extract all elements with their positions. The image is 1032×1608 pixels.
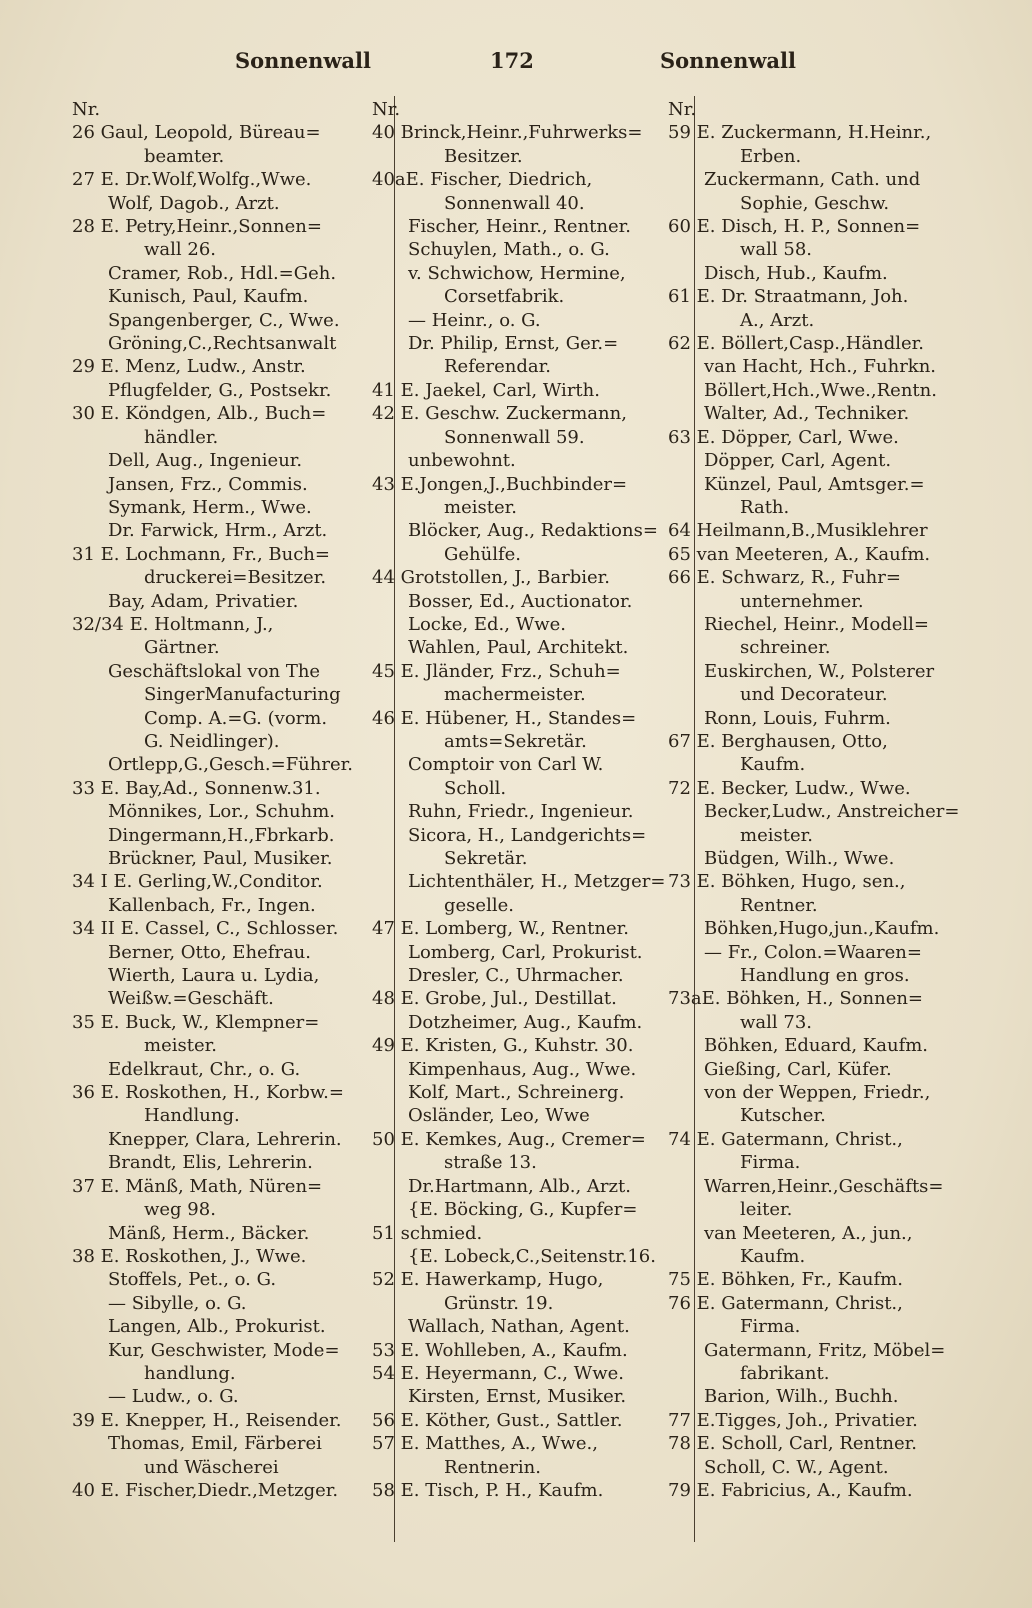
directory-entry-line: 30 E. Köndgen, Alb., Buch= (72, 403, 327, 425)
directory-entry-line: Sekretär. (444, 848, 528, 869)
directory-entry-line: Nr. (668, 99, 697, 120)
directory-entry-line: Büdgen, Wilh., Wwe. (704, 848, 895, 869)
directory-entry-line: 27 E. Dr.Wolf,Wolfg.,Wwe. (72, 169, 312, 191)
directory-entry-line: 61 E. Dr. Straatmann, Joh. (668, 286, 909, 308)
directory-entry-line: beamter. (144, 145, 225, 167)
directory-entry-line: 29 E. Menz, Ludw., Anstr. (72, 356, 306, 378)
header-street-right: Sonnenwall (660, 48, 796, 73)
page-number: 172 (490, 48, 534, 73)
directory-entry-line: 44 Grotstollen, J., Barbier. (372, 567, 611, 589)
directory-entry-line: 42 E. Geschw. Zuckermann, (372, 403, 627, 425)
column-1 (72, 98, 380, 1548)
directory-entry-line: Ruhn, Friedr., Ingenieur. (408, 801, 634, 823)
directory-entry-line: Sonnenwall 59. (444, 426, 585, 448)
directory-entry-line: schreiner. (740, 637, 831, 659)
directory-entry-line: 45 E. Jländer, Frz., Schuh= (372, 660, 621, 682)
directory-entry-line: Edelkraut, Chr., o. G. (108, 1058, 301, 1080)
directory-entry-line: Dingermann,H.,Fbrkarb. (108, 824, 335, 846)
directory-entry-line: Kaufm. (740, 754, 806, 776)
directory-entry-line: 63 E. Döpper, Carl, Wwe. (668, 426, 899, 448)
directory-entry-line: 47 E. Lomberg, W., Rentner. (372, 918, 629, 940)
directory-entry-line: 54 E. Heyermann, C., Wwe. (372, 1362, 624, 1384)
directory-entry-line: meister. (444, 496, 517, 518)
directory-entry-line: Döpper, Carl, Agent. (704, 450, 892, 472)
directory-entry-line: 73 E. Böhken, Hugo, sen., (668, 871, 906, 893)
directory-entry-line: Scholl, C. W., Agent. (704, 1456, 889, 1478)
directory-entry-line: händler. (144, 426, 219, 448)
directory-entry-line: van Hacht, Hch., Fuhrkn. (704, 356, 937, 378)
directory-entry-line: 31 E. Lochmann, Fr., Buch= (72, 543, 330, 565)
directory-entry-line: 74 E. Gatermann, Christ., (668, 1128, 903, 1150)
directory-entry-line: 60 E. Disch, H. P., Sonnen= (668, 216, 921, 238)
directory-entry-line: Kaufm. (740, 1245, 806, 1267)
directory-entry-line: Wolf, Dagob., Arzt. (108, 192, 280, 214)
directory-entry-line: Kirsten, Ernst, Musiker. (408, 1386, 627, 1408)
directory-entry-line: Dotzheimer, Aug., Kaufm. (408, 1011, 643, 1033)
directory-entry-line: 77 E.Tigges, Joh., Privatier. (668, 1409, 918, 1431)
directory-entry-line: Langen, Alb., Prokurist. (108, 1316, 326, 1338)
directory-entry-line: 59 E. Zuckermann, H.Heinr., (668, 122, 932, 144)
directory-entry-line: Schuylen, Math., o. G. (408, 239, 610, 261)
directory-entry-line: Osländer, Leo, Wwe (408, 1105, 590, 1127)
directory-entry-line: Blöcker, Aug., Redaktions= (408, 520, 658, 542)
directory-entry-line: 79 E. Fabricius, A., Kaufm. (668, 1479, 913, 1501)
directory-entry-line: Comptoir von Carl W. (408, 754, 604, 776)
directory-entry-line: 28 E. Petry,Heinr.,Sonnen= (72, 216, 322, 238)
directory-entry-line: van Meeteren, A., jun., (704, 1222, 913, 1244)
directory-entry-line: Wahlen, Paul, Architekt. (408, 637, 629, 659)
directory-entry-line: Brückner, Paul, Musiker. (108, 848, 333, 869)
directory-entry-line: Kutscher. (740, 1105, 826, 1127)
directory-entry-line: Grünstr. 19. (444, 1292, 554, 1314)
directory-entry-line: 73aE. Böhken, H., Sonnen= (668, 988, 924, 1010)
directory-entry-line: 39 E. Knepper, H., Reisender. (72, 1409, 342, 1431)
directory-entry-line: Jansen, Frz., Commis. (108, 473, 308, 495)
directory-entry-line: Knepper, Clara, Lehrerin. (108, 1128, 342, 1150)
directory-entry-line: weg 98. (144, 1199, 216, 1221)
directory-entry-line: Lichtenthäler, H., Metzger= (408, 871, 666, 893)
directory-entry-line: Dr. Philip, Ernst, Ger.= (408, 333, 619, 355)
directory-entry-line: — Heinr., o. G. (408, 309, 541, 331)
directory-entry-line: Gehülfe. (444, 543, 522, 565)
directory-entry-line: Mänß, Herm., Bäcker. (108, 1222, 310, 1244)
directory-entry-line: Wierth, Laura u. Lydia, (108, 965, 320, 987)
directory-entry-line: Böhken, Eduard, Kaufm. (704, 1035, 929, 1057)
directory-entry-line: 40 Brinck,Heinr.,Fuhrwerks= (372, 122, 643, 144)
directory-entry-line: Rath. (740, 496, 790, 518)
directory-entry-line: 40aE. Fischer, Diedrich, (372, 169, 593, 191)
directory-entry-line: machermeister. (444, 684, 586, 706)
directory-entry-line: 58 E. Tisch, P. H., Kaufm. (372, 1479, 604, 1501)
directory-entry-line: Handlung. (144, 1105, 240, 1127)
directory-entry-line: Kolf, Mart., Schreinerg. (408, 1082, 625, 1104)
directory-entry-line: Cramer, Rob., Hdl.=Geh. (108, 262, 337, 284)
directory-entry-line: Becker,Ludw., Anstreicher= (704, 801, 960, 823)
directory-entry-line: Weißw.=Geschäft. (108, 988, 274, 1010)
directory-entry-line: Kunisch, Paul, Kaufm. (108, 286, 309, 308)
directory-entry-line: Ronn, Louis, Fuhrm. (704, 707, 891, 729)
directory-entry-line: Symank, Herm., Wwe. (108, 496, 312, 518)
directory-entry-line: Dresler, C., Uhrmacher. (408, 965, 624, 987)
directory-entry-line: Kur, Geschwister, Mode= (108, 1339, 340, 1361)
directory-entry-line: — Ludw., o. G. (108, 1386, 239, 1408)
directory-entry-line: Gießing, Carl, Küfer. (704, 1058, 892, 1080)
directory-entry-line: Erben. (740, 145, 802, 167)
directory-entry-line: Corsetfabrik. (444, 286, 565, 308)
directory-entry-line: Walter, Ad., Techniker. (704, 403, 910, 425)
directory-entry-line: Wallach, Nathan, Agent. (408, 1316, 630, 1338)
directory-entry-line: G. Neidlinger). (144, 730, 280, 752)
directory-entry-line: 75 E. Böhken, Fr., Kaufm. (668, 1269, 903, 1291)
directory-entry-line: Spangenberger, C., Wwe. (108, 309, 340, 331)
directory-entry-line: unbewohnt. (408, 450, 516, 472)
column-2 (372, 98, 668, 1548)
directory-entry-line: Rentner. (740, 894, 818, 916)
directory-entry-line: Riechel, Heinr., Modell= (704, 613, 930, 635)
directory-entry-line: wall 26. (144, 239, 216, 261)
directory-entry-line: Pflugfelder, G., Postsekr. (108, 379, 332, 401)
directory-entry-line: Handlung en gros. (740, 965, 910, 987)
directory-entry-line: und Decorateur. (740, 684, 888, 706)
directory-entry-line: Zuckermann, Cath. und (704, 169, 921, 191)
directory-entry-line: 38 E. Roskothen, J., Wwe. (72, 1245, 307, 1267)
directory-entry-line: Kallenbach, Fr., Ingen. (108, 894, 316, 916)
page-header (70, 48, 990, 78)
directory-entry-line: 57 E. Matthes, A., Wwe., (372, 1433, 598, 1455)
directory-entry-line: Brandt, Elis, Lehrerin. (108, 1152, 313, 1174)
directory-entry-line: 26 Gaul, Leopold, Büreau= (72, 122, 321, 144)
directory-entry-line: 50 E. Kemkes, Aug., Cremer= (372, 1128, 646, 1150)
directory-entry-line: Stoffels, Pet., o. G. (108, 1269, 277, 1291)
directory-entry-line: 78 E. Scholl, Carl, Rentner. (668, 1433, 917, 1455)
directory-entry-line: 33 E. Bay,Ad., Sonnenw.31. (72, 777, 321, 799)
directory-entry-line: 48 E. Grobe, Jul., Destillat. (372, 988, 617, 1010)
directory-entry-line: Bosser, Ed., Auctionator. (408, 590, 633, 612)
directory-entry-line: Besitzer. (444, 145, 523, 167)
directory-entry-line: Ortlepp,G.,Gesch.=Führer. (108, 754, 353, 776)
directory-entry-line: und Wäscherei (144, 1456, 279, 1478)
directory-entry-line: Fischer, Heinr., Rentner. (408, 216, 631, 238)
directory-entry-line: {E. Lobeck,C.,Seitenstr.16. (408, 1245, 656, 1267)
directory-entry-line: {E. Böcking, G., Kupfer= (408, 1199, 638, 1221)
directory-entry-line: Nr. (372, 99, 401, 120)
directory-entry-line: 36 E. Roskothen, H., Korbw.= (72, 1082, 344, 1104)
directory-entry-line: Disch, Hub., Kaufm. (704, 262, 888, 284)
directory-entry-line: 52 E. Hawerkamp, Hugo, (372, 1269, 604, 1291)
directory-entry-line: straße 13. (444, 1152, 537, 1174)
directory-entry-line: druckerei=Besitzer. (144, 567, 327, 589)
directory-entry-line: Dr.Hartmann, Alb., Arzt. (408, 1175, 631, 1197)
directory-entry-line: amts=Sekretär. (444, 730, 587, 752)
directory-entry-line: Gärtner. (144, 637, 220, 659)
directory-entry-line: 51 schmied. (372, 1222, 483, 1244)
directory-entry-line: 67 E. Berghausen, Otto, (668, 730, 888, 752)
directory-entry-line: Bay, Adam, Privatier. (108, 590, 299, 612)
directory-entry-line: 53 E. Wohlleben, A., Kaufm. (372, 1339, 628, 1361)
directory-entry-line: Geschäftslokal von The (108, 660, 321, 682)
directory-entry-line: v. Schwichow, Hermine, (408, 262, 626, 284)
directory-entry-line: wall 73. (740, 1011, 812, 1033)
directory-entry-line: 35 E. Buck, W., Klempner= (72, 1011, 320, 1033)
directory-entry-line: Künzel, Paul, Amtsger.= (704, 473, 925, 495)
directory-entry-line: meister. (144, 1035, 217, 1057)
directory-entry-line: 34 II E. Cassel, C., Schlosser. (72, 918, 339, 940)
directory-entry-line: Kimpenhaus, Aug., Wwe. (408, 1058, 637, 1080)
directory-entry-line: Berner, Otto, Ehefrau. (108, 941, 312, 963)
directory-entry-line: geselle. (444, 894, 514, 916)
directory-entry-line: 62 E. Böllert,Casp.,Händler. (668, 333, 925, 355)
directory-entry-line: Böllert,Hch.,Wwe.,Rentn. (704, 379, 937, 401)
directory-entry-line: 49 E. Kristen, G., Kuhstr. 30. (372, 1035, 634, 1057)
directory-entry-line: Sonnenwall 40. (444, 192, 585, 214)
directory-entry-line: Rentnerin. (444, 1456, 541, 1478)
directory-entry-line: Dr. Farwick, Hrm., Arzt. (108, 520, 328, 542)
directory-entry-line: Gröning,C.,Rechtsanwalt (108, 333, 337, 355)
directory-entry-line: Referendar. (444, 356, 551, 378)
directory-entry-line: leiter. (740, 1199, 793, 1221)
directory-entry-line: 40 E. Fischer,Diedr.,Metzger. (72, 1479, 339, 1501)
directory-entry-line: Barion, Wilh., Buchh. (704, 1386, 899, 1408)
directory-entry-line: 41 E. Jaekel, Carl, Wirth. (372, 379, 600, 401)
directory-entry-line: wall 58. (740, 239, 812, 261)
directory-entry-line: 43 E.Jongen,J.,Buchbinder= (372, 473, 628, 495)
directory-entry-line: Warren,Heinr.,Geschäfts= (704, 1175, 944, 1197)
directory-entry-line: 56 E. Köther, Gust., Sattler. (372, 1409, 623, 1431)
directory-entry-line: 37 E. Mänß, Math, Nüren= (72, 1175, 323, 1197)
directory-entry-line: A., Arzt. (740, 309, 815, 331)
directory-entry-line: 72 E. Becker, Ludw., Wwe. (668, 777, 911, 799)
directory-entry-line: — Sibylle, o. G. (108, 1292, 247, 1314)
directory-entry-line: Gatermann, Fritz, Möbel= (704, 1339, 946, 1361)
directory-entry-line: Firma. (740, 1152, 801, 1174)
directory-entry-line: Firma. (740, 1316, 801, 1338)
directory-entry-line: fabrikant. (740, 1362, 830, 1384)
directory-entry-line: Thomas, Emil, Färberei (108, 1433, 322, 1455)
directory-entry-line: — Fr., Colon.=Waaren= (704, 941, 922, 963)
directory-entry-line: SingerManufacturing (144, 684, 341, 706)
directory-entry-line: 34 I E. Gerling,W.,Conditor. (72, 871, 323, 893)
directory-entry-line: 65 van Meeteren, A., Kaufm. (668, 543, 931, 565)
directory-entry-line: Euskirchen, W., Polsterer (704, 660, 935, 682)
directory-entry-line: Nr. (72, 99, 101, 120)
directory-entry-line: handlung. (144, 1362, 236, 1384)
directory-entry-line: 66 E. Schwarz, R., Fuhr= (668, 567, 901, 589)
directory-entry-line: Sicora, H., Landgerichts= (408, 824, 647, 846)
directory-entry-line: Lomberg, Carl, Prokurist. (408, 941, 643, 963)
directory-entry-line: 76 E. Gatermann, Christ., (668, 1292, 903, 1314)
directory-entry-line: meister. (740, 824, 813, 846)
directory-entry-line: Scholl. (444, 777, 507, 799)
directory-entry-line: 46 E. Hübener, H., Standes= (372, 707, 637, 729)
directory-entry-line: Sophie, Geschw. (740, 192, 890, 214)
header-street-left: Sonnenwall (235, 48, 371, 73)
directory-entry-line: unternehmer. (740, 590, 864, 612)
directory-entry-line: Locke, Ed., Wwe. (408, 613, 566, 635)
directory-entry-line: Mönnikes, Lor., Schuhm. (108, 801, 336, 823)
directory-entry-line: von der Weppen, Friedr., (704, 1082, 931, 1104)
directory-entry-line: Böhken,Hugo,jun.,Kaufm. (704, 918, 940, 940)
directory-entry-line: Dell, Aug., Ingenieur. (108, 450, 303, 472)
directory-entry-line: 64 Heilmann,B.,Musiklehrer (668, 520, 928, 542)
column-3 (668, 98, 988, 1548)
directory-entry-line: 32/34 E. Holtmann, J., (72, 613, 274, 635)
directory-entry-line: Comp. A.=G. (vorm. (144, 707, 328, 729)
